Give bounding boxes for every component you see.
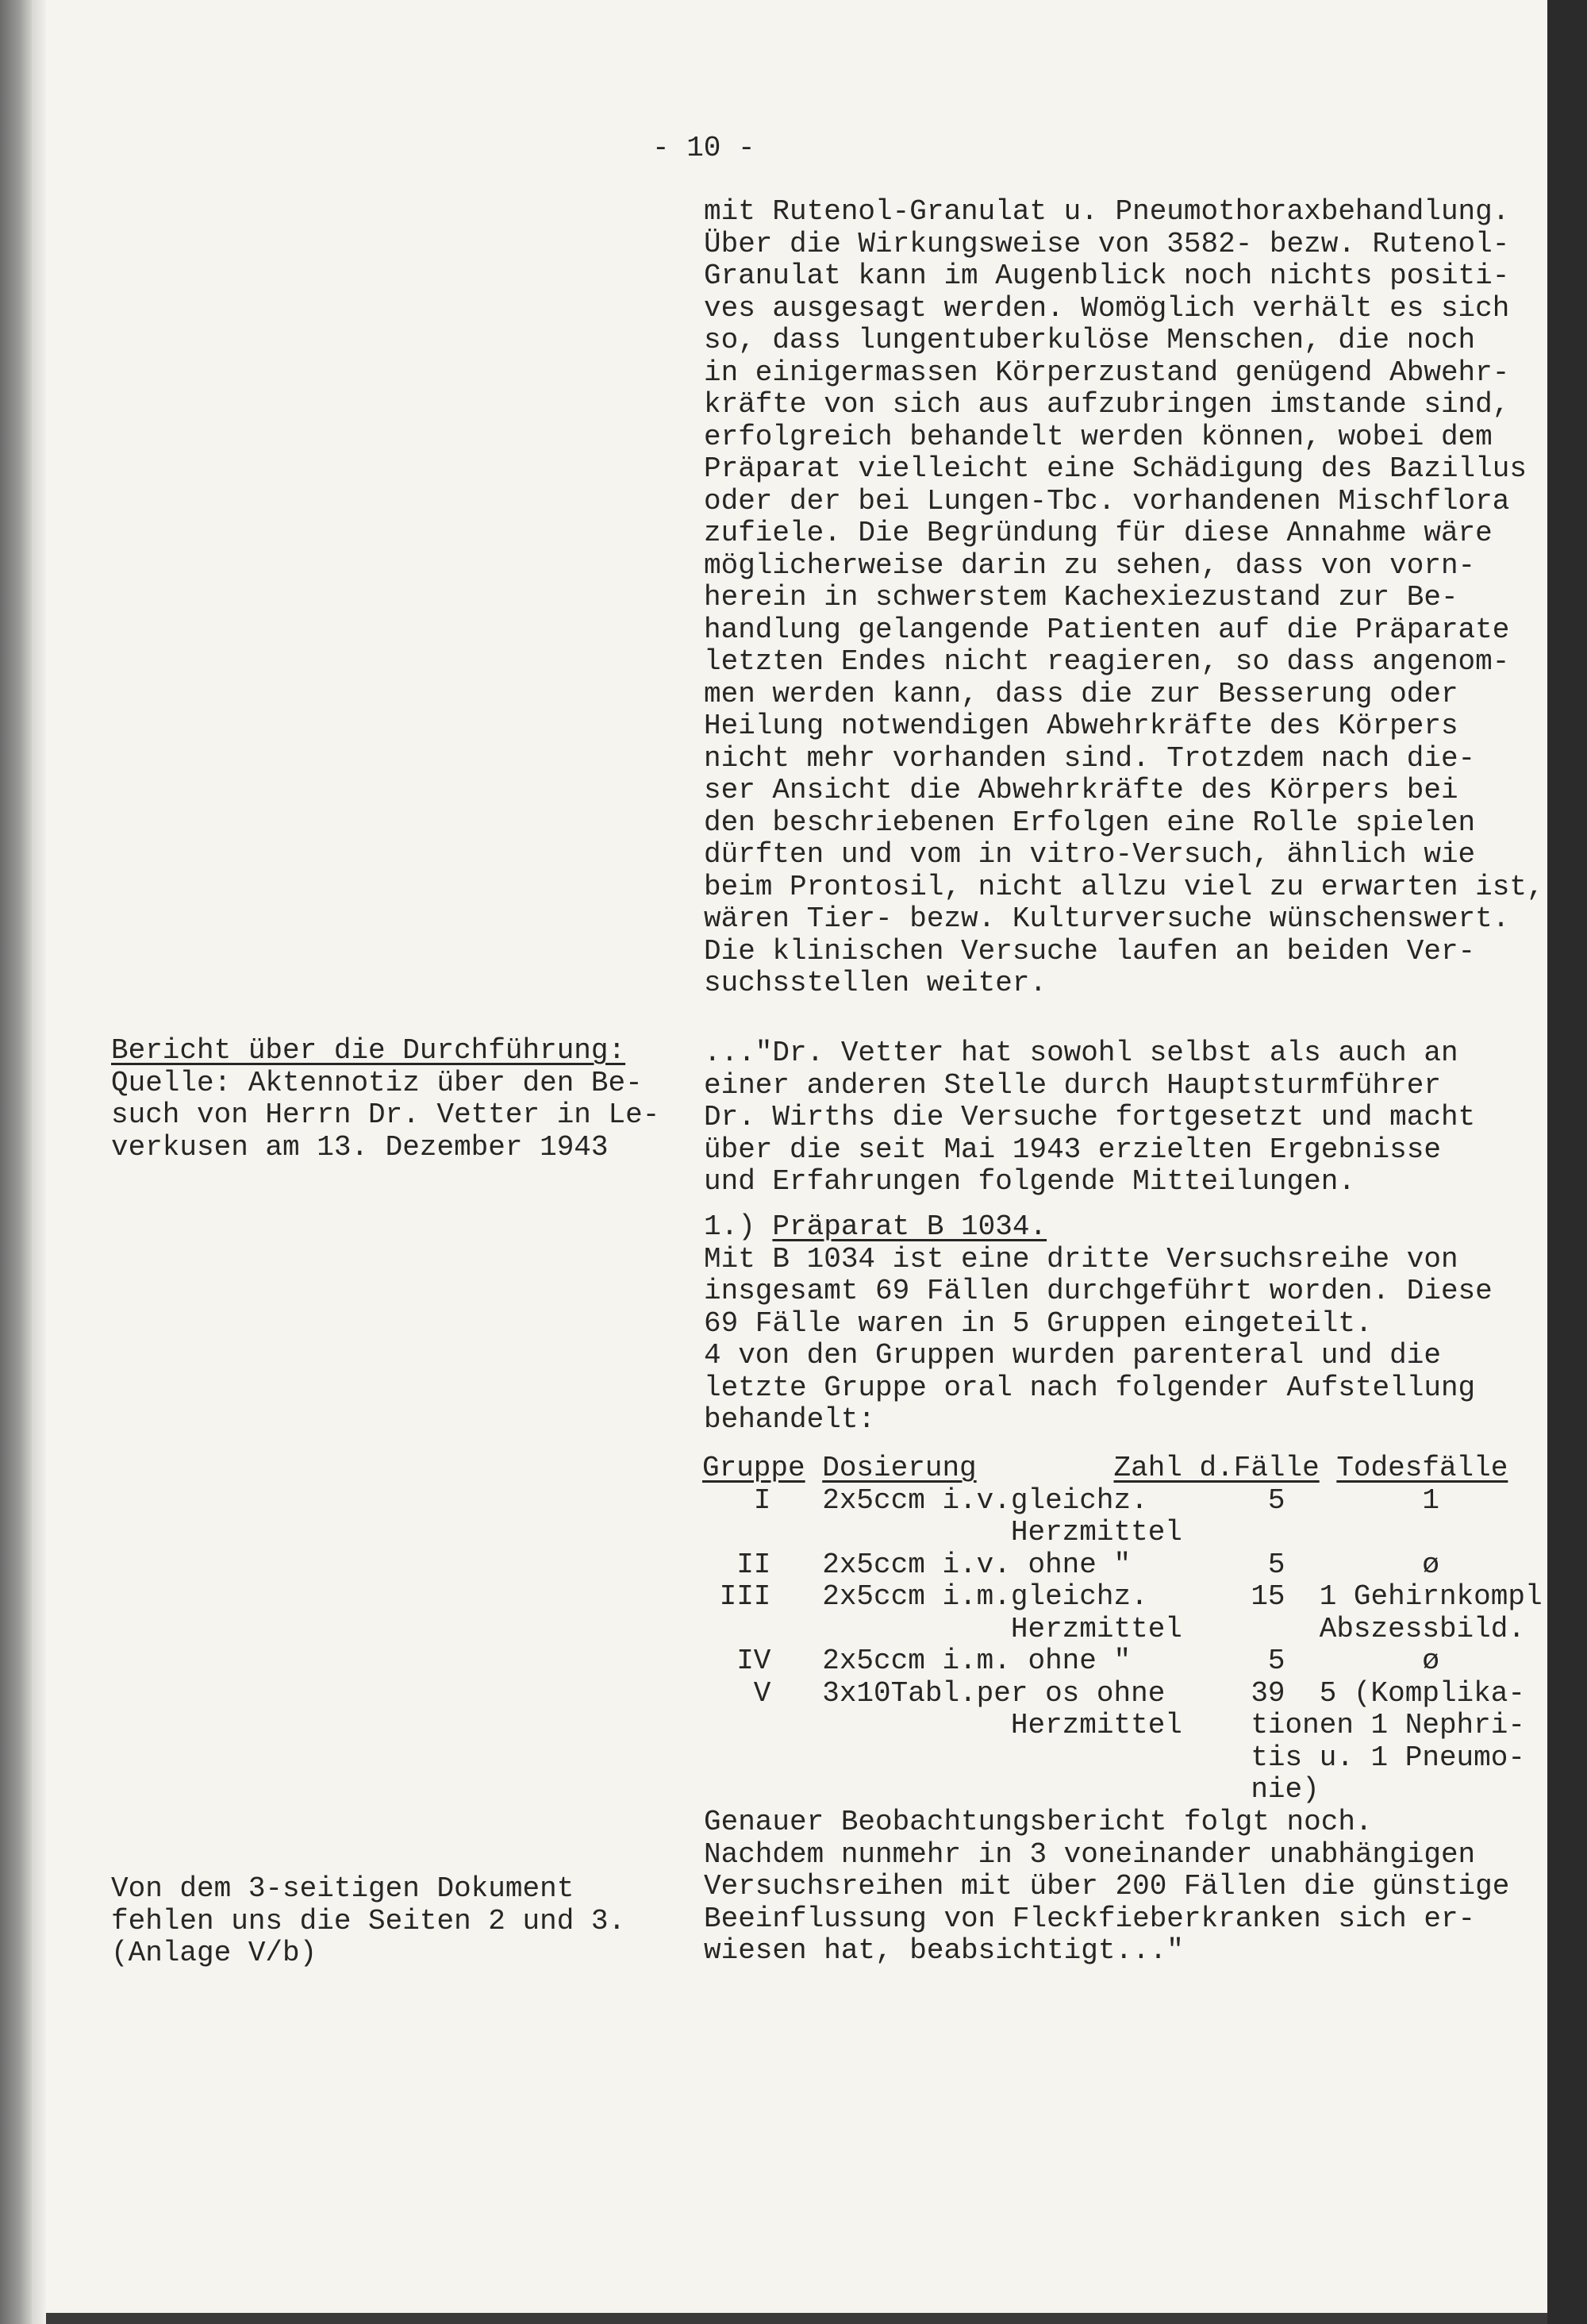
text-line: behandelt: — [704, 1403, 876, 1436]
text-line: so, dass lungentuberkulöse Menschen, die noch — [704, 324, 1476, 356]
text-line: nie) — [702, 1773, 1320, 1806]
header-zahl-faelle: Zahl d.Fälle — [1113, 1452, 1320, 1484]
section-heading — [704, 1211, 1493, 1244]
text-line: Herzmittel — [702, 1516, 1182, 1549]
header-todesfaelle: Todesfälle — [1336, 1452, 1508, 1484]
text-line: men werden kann, dass die zur Besserung oder — [704, 677, 1458, 710]
margin-note-title: Bericht über die Durchführung: — [111, 1034, 626, 1067]
text-line: Mit B 1034 ist eine dritte Versuchsreihe von — [704, 1242, 1458, 1276]
text-line: erfolgreich behandelt werden können, wobei dem — [704, 420, 1493, 453]
page-number: - 10 - — [652, 132, 755, 164]
text-line: (Anlage V/b) — [111, 1937, 317, 1969]
text-line: einer anderen Stelle durch Hauptsturmführer — [704, 1068, 1441, 1102]
text-line: 69 Fälle waren in 5 Gruppen eingeteilt. — [704, 1306, 1373, 1340]
text-line: Beeinflussung von Fleckfieberkranken sich er- — [704, 1902, 1476, 1935]
text-line: Heilung notwendigen Abwehrkräfte des Körpers — [704, 710, 1458, 742]
header-dosierung: Dosierung — [822, 1452, 977, 1484]
text-line: Genauer Beobachtungsbericht folgt noch. — [704, 1806, 1373, 1838]
text-line: Von dem 3-seitigen Dokument — [111, 1872, 574, 1905]
text-line: letzte Gruppe oral nach folgender Aufstellung — [704, 1371, 1476, 1404]
text-line: Präparat vielleicht eine Schädigung des Bazillus — [704, 452, 1527, 485]
text-line: oder der bei Lungen-Tbc. vorhandenen Mischflora — [704, 484, 1510, 518]
text-line: ..."Dr. Vetter hat sowohl selbst als auch an — [704, 1037, 1458, 1069]
text-line: I 2x5ccm i.v.gleichz. 5 1 — [702, 1483, 1439, 1517]
text-line: Versuchsreihen mit über 200 Fällen die günstige — [704, 1870, 1510, 1903]
text-line: Über die Wirkungsweise von 3582- bezw. Rutenol- — [704, 227, 1510, 260]
text-line: Die klinischen Versuche laufen an beiden Ver- — [704, 934, 1476, 968]
table-header — [702, 1452, 1543, 1485]
margin-note-text — [111, 1068, 659, 1164]
text-line: wären Tier- bezw. Kulturversuche wünschenswert. — [704, 902, 1510, 935]
text-line: II 2x5ccm i.v. ohne " 5 ø — [702, 1548, 1439, 1581]
text-line: such von Herrn Dr. Vetter in Le- — [111, 1099, 660, 1131]
text-line: verkusen am 13. Dezember 1943 — [111, 1130, 609, 1164]
scan-border-bottom — [46, 2313, 1547, 2324]
text-line: kräfte von sich aus aufzubringen imstande sind, — [704, 388, 1510, 421]
text-line: mit Rutenol-Granulat u. Pneumothoraxbehandlung. — [704, 195, 1510, 228]
text-line: Dr. Wirths die Versuche fortgesetzt und macht — [704, 1101, 1476, 1133]
text-line: suchsstellen weiter. — [704, 967, 1047, 999]
page-gutter — [32, 0, 46, 2324]
text-line: handlung gelangende Patienten auf die Präparate — [704, 613, 1510, 646]
text-line: ves ausgesagt werden. Womöglich verhält es sich — [704, 291, 1510, 325]
table-rows — [702, 1485, 1543, 1806]
text-line: V 3x10Tabl.per os ohne 39 5 (Komplika- — [702, 1676, 1525, 1710]
text-line: über die seit Mai 1943 erzielten Ergebnisse — [704, 1133, 1441, 1166]
results-table — [702, 1452, 1543, 1806]
margin-note-report — [111, 1035, 659, 1164]
text-line: und Erfahrungen folgende Mitteilungen. — [704, 1165, 1355, 1198]
text-line: Herzmittel Abszessbild. — [702, 1612, 1525, 1645]
text-line: letzten Endes nicht reagieren, so dass angenom- — [704, 645, 1510, 678]
body-paragraph-4 — [704, 1806, 1509, 1968]
text-line: insgesamt 69 Fällen durchgeführt worden. Diese — [704, 1275, 1493, 1307]
book-binding — [0, 0, 32, 2324]
text-line: III 2x5ccm i.m.gleichz. 15 1 Gehirnkompl — [702, 1580, 1543, 1613]
text-line: in einigermassen Körperzustand genügend Abwehr- — [704, 356, 1510, 389]
text-line: ser Ansicht die Abwehrkräfte des Körpers bei — [704, 774, 1458, 806]
text-line: den beschriebenen Erfolgen eine Rolle spielen — [704, 806, 1476, 839]
section-text — [704, 1244, 1493, 1437]
scan-border-right — [1547, 0, 1587, 2324]
text-line: Quelle: Aktennotiz über den Be- — [111, 1066, 643, 1099]
text-line: wiesen hat, beabsichtigt..." — [704, 1934, 1184, 1967]
body-paragraph-1 — [704, 196, 1544, 1000]
text-line: Herzmittel tionen 1 Nephri- — [702, 1709, 1525, 1741]
text-line: zufiele. Die Begründung für diese Annahme wäre — [704, 517, 1493, 549]
text-line: dürften und vom in vitro-Versuch, ähnlich wie — [704, 838, 1476, 871]
margin-note-missing-pages — [111, 1873, 625, 1970]
text-line: 4 von den Gruppen wurden parenteral und die — [704, 1339, 1441, 1372]
text-line: Granulat kann im Augenblick noch nichts positi- — [704, 260, 1510, 292]
text-line: tis u. 1 Pneumo- — [702, 1741, 1525, 1774]
text-line: beim Prontosil, nicht allzu viel zu erwarten ist, — [704, 870, 1544, 903]
header-gruppe: Gruppe — [702, 1452, 805, 1484]
text-line: fehlen uns die Seiten 2 und 3. — [111, 1904, 626, 1937]
section-number: 1.) — [704, 1210, 773, 1243]
text-line: herein in schwerstem Kachexiezustand zur Be- — [704, 581, 1458, 614]
body-paragraph-3 — [704, 1211, 1493, 1437]
text-line: möglicherweise darin zu sehen, dass von vorn- — [704, 548, 1476, 582]
text-line: Nachdem nunmehr in 3 voneinander unabhängigen — [704, 1837, 1476, 1871]
text-line: IV 2x5ccm i.m. ohne " 5 ø — [702, 1645, 1439, 1677]
body-paragraph-2 — [704, 1037, 1475, 1199]
text-line: nicht mehr vorhanden sind. Trotzdem nach die- — [704, 741, 1476, 775]
section-title: Präparat B 1034. — [772, 1210, 1047, 1243]
